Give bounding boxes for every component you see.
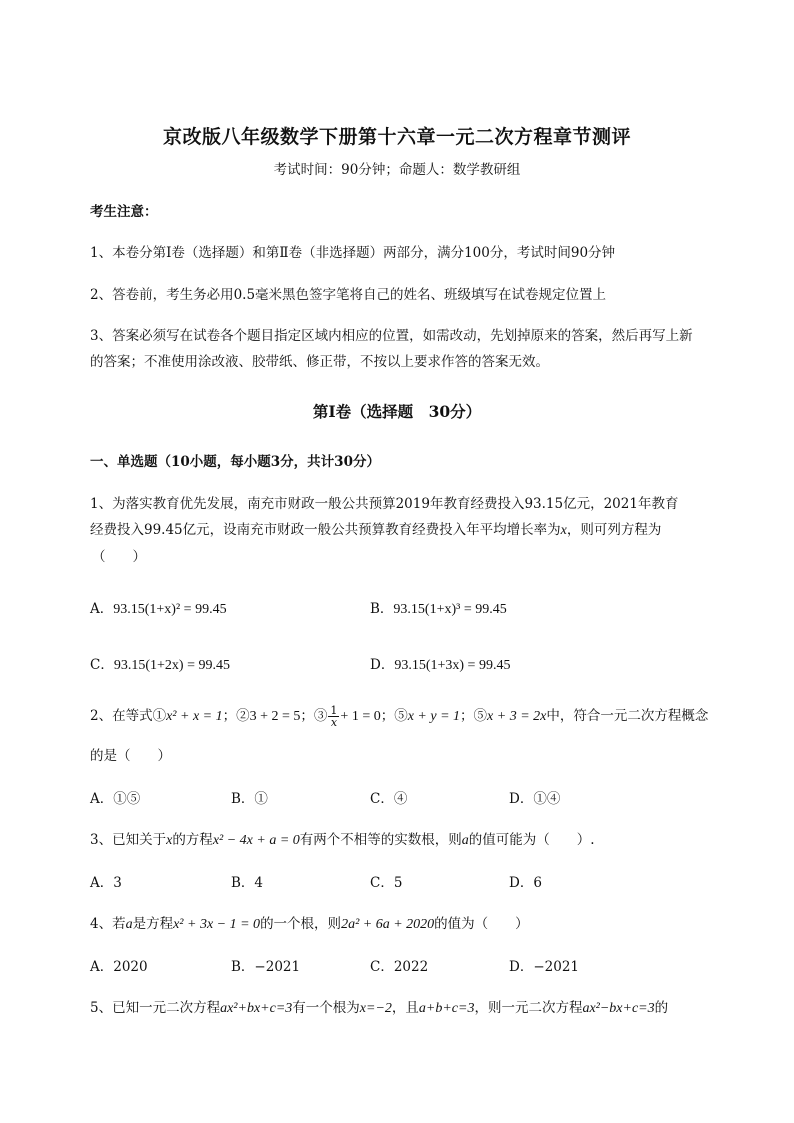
q1-option-b-label: B． — [370, 601, 394, 617]
q2-option-b[interactable]: B．① — [231, 791, 268, 807]
q5-equation-3: ax²−bx+c=3 — [582, 1001, 655, 1016]
q4-option-b[interactable]: B．−2021 — [231, 959, 301, 975]
q2-equation-1: x² + x = 1 — [166, 709, 223, 724]
q2-separator-4: ；⑤ — [460, 708, 488, 724]
q1-option-b[interactable] — [370, 597, 507, 618]
q2-equation-4: x + y = 1 — [407, 709, 461, 724]
q1-option-a[interactable] — [90, 597, 227, 618]
notice-item-1: 1、本卷分第I卷（选择题）和第Ⅱ卷（非选择题）两部分，满分100分，考试时间90分钟 — [90, 245, 616, 261]
q5-mid-1: 有一个根为 — [292, 1000, 360, 1016]
q1-option-c-label: C． — [90, 657, 114, 673]
q5-mid-2: ，且 — [391, 1000, 419, 1016]
q5-suffix: 的 — [654, 1000, 669, 1016]
q3-equation: x² − 4x + a = 0 — [212, 833, 300, 848]
q1-option-a-formula: 93.15(1+x)² = 99.45 — [113, 602, 227, 617]
q1-answer-bracket: （ ） — [92, 549, 146, 565]
q1-option-c-formula: 93.15(1+2x) = 99.45 — [113, 658, 230, 673]
page-title: 京改版八年级数学下册第十六章一元二次方程章节测评 — [162, 126, 631, 148]
q2-suffix: 中，符合一元二次方程概念 — [546, 708, 709, 724]
q3-option-c[interactable]: C．5 — [370, 875, 403, 891]
q3-mid: 的方程 — [172, 832, 213, 848]
q5-mid-3: ，则一元二次方程 — [474, 1000, 583, 1016]
q2-separator-3: ；⑤ — [380, 708, 408, 724]
q2-option-c[interactable]: C．④ — [370, 791, 408, 807]
q2-fraction — [328, 705, 339, 728]
q1-option-c[interactable] — [90, 653, 230, 674]
q4-expression: 2a² + 6a + 2020 — [341, 917, 435, 932]
q1-option-b-formula: 93.15(1+x)³ = 99.45 — [393, 602, 507, 617]
q1-line-2-text-a: 经费投入99.45亿元，设南充市财政一般公共预算教育经费投入年平均增长率为 — [90, 522, 561, 538]
q4-mid-2: 的一个根，则 — [260, 916, 342, 932]
q3-option-b[interactable]: B．4 — [231, 875, 264, 891]
q3-mid-2: 有两个不相等的实数根，则 — [299, 832, 462, 848]
notice-item-3-line-1: 3、答案必须写在试卷各个题目指定区域内相应的位置，如需改动，先划掉原来的答案，然后再写上新 — [90, 328, 693, 344]
q1-line-2 — [90, 518, 661, 539]
q1-line-1: 1、为落实教育优先发展，南充市财政一般公共预算2019年教育经费投入93.15亿元，2021年教育 — [90, 496, 679, 512]
part-heading: 一、单选题（10小题，每小题3分，共计30分） — [90, 454, 380, 470]
q2-prefix: 2、在等式① — [90, 708, 167, 724]
q3-suffix: 的值可能为（ ）. — [468, 832, 595, 848]
q4-prefix: 4、若 — [90, 916, 126, 932]
q2-equation-5: x + 3 = 2x — [487, 709, 547, 724]
q4-option-d[interactable]: D．−2021 — [509, 959, 579, 975]
q3-variable-2: a — [461, 833, 469, 848]
q4-option-c[interactable]: C．2022 — [370, 959, 429, 975]
q3-option-d[interactable]: D．6 — [509, 875, 542, 891]
q1-variable: x — [560, 523, 567, 538]
notice-item-2: 2、答卷前，考生务必用0.5毫米黑色签字笔将自己的姓名、班级填写在试卷规定位置上 — [90, 287, 607, 303]
exam-info: 考试时间：90分钟；命题人：数学教研组 — [273, 162, 521, 178]
q4-variable: a — [125, 917, 133, 932]
q3-variable: x — [166, 833, 173, 848]
q5-prefix: 5、已知一元二次方程 — [90, 1000, 221, 1016]
notice-item-3-line-2: 的答案；不准使用涂改液、胶带纸、修正带，不按以上要求作答的答案无效。 — [90, 354, 549, 370]
q1-line-2-text-b: ，则可列方程为 — [566, 522, 662, 538]
q5-root: x=−2 — [359, 1001, 392, 1016]
q2-equation-3-rest: + 1 = 0 — [340, 709, 381, 724]
q1-option-d-label: D． — [370, 657, 395, 673]
q2-fraction-numerator: 1 — [330, 704, 338, 717]
q1-option-d-formula: 93.15(1+3x) = 99.45 — [394, 658, 511, 673]
notice-heading: 考生注意： — [90, 204, 158, 220]
q4-mid: 是方程 — [132, 916, 174, 932]
q1-option-a-label: A． — [90, 601, 114, 617]
q4-equation: x² + 3x − 1 = 0 — [173, 917, 261, 932]
q3-option-a[interactable]: A．3 — [90, 875, 122, 891]
q3-line-1 — [90, 828, 595, 849]
q2-option-a[interactable]: A．①⑤ — [90, 791, 141, 807]
q2-option-d[interactable]: D．①④ — [509, 791, 561, 807]
q5-line-1 — [90, 996, 668, 1017]
q2-line-1 — [90, 704, 708, 728]
q4-option-a[interactable]: A．2020 — [90, 959, 148, 975]
q2-separator-1: ；② — [222, 708, 250, 724]
q2-separator-2: ；③ — [300, 708, 328, 724]
q5-equation-1: ax²+bx+c=3 — [220, 1001, 293, 1016]
q2-fraction-denominator: x — [330, 716, 338, 729]
q4-suffix: 的值为（ ） — [434, 916, 529, 932]
q2-equation-2: 3 + 2 = 5 — [249, 709, 301, 724]
q4-line-1 — [90, 912, 529, 933]
section-title: 第I卷（选择题 30分） — [312, 402, 482, 421]
q5-equation-2: a+b+c=3 — [418, 1001, 475, 1016]
q3-prefix: 3、已知关于 — [90, 832, 167, 848]
q2-line-2: 的是（ ） — [90, 748, 171, 764]
q1-option-d[interactable] — [370, 653, 510, 674]
